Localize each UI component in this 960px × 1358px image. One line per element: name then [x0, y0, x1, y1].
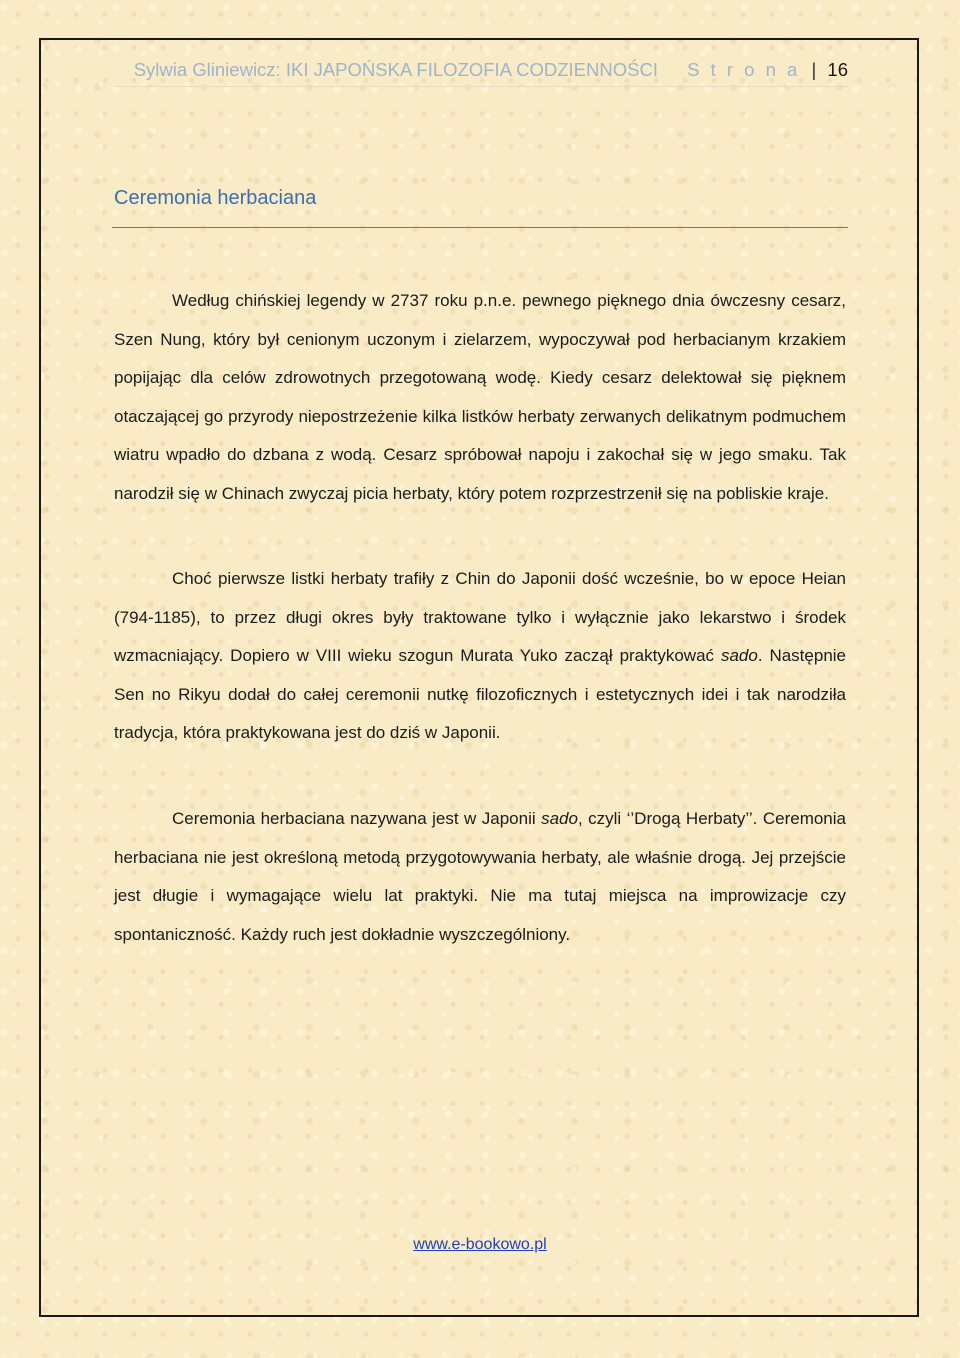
- section-heading: Ceremonia herbaciana: [114, 187, 317, 209]
- paragraph-history-text-1: Choć pierwsze listki herbaty trafiły z Chin do Japonii dość wcześnie, bo w epoce Heian (794-1185), to przez długi okres były traktowane tylko i wyłącznie jako lekarstwo i środek wzmacniający. Dopiero w VIII wieku szogun Murata Yuko zaczął praktykować: [114, 569, 846, 665]
- header-text: [134, 58, 848, 82]
- heading-underline: [112, 227, 848, 228]
- footer: [0, 1234, 960, 1256]
- paragraph-history-italic: sado: [720, 646, 758, 665]
- paragraph-sado-text-1: Ceremonia herbaciana nazywana jest w Japonii: [172, 809, 542, 828]
- running-header: [114, 56, 848, 87]
- paragraph-legend: Według chińskiej legendy w 2737 roku p.n.e. pewnego pięknego dnia ówczesny cesarz, Szen Nung, który był cenionym uczonym i zielarzem, wypoczywał pod herbacianym krzakiem popijając dla celów zdrowotnych przegotowaną wodę. Kiedy cesarz delektował się pięknem otaczającej go przyrody niepostrzeżenie kilka listków herbaty zerwanych delikatnym podmuchem wiatru wpadło do dzbana z wodą. Cesarz spróbował napoju i zakochał się w jego smaku. Tak narodził się w Chinach zwyczaj picia herbaty, który potem rozprzestrzenił się na pobliskie kraje.: [114, 291, 846, 503]
- footer-website-link[interactable]: www.e-bookowo.pl: [413, 1236, 547, 1253]
- header-separator: |: [811, 59, 817, 80]
- header-page-number: 16: [827, 59, 848, 80]
- paragraph-history-text-2: . Następnie Sen no Rikyu dodał do całej ceremonii nutkę filozoficznych i estetycznych idei i tak narodziła tradycja, która praktykowana jest do dziś w Japonii.: [114, 646, 847, 742]
- paragraph-sado-italic: sado: [541, 809, 578, 828]
- paragraph-history: [114, 560, 846, 753]
- paragraph-sado: [114, 800, 846, 954]
- header-title: Sylwia Gliniewicz: IKI JAPOŃSKA FILOZOFIA CODZIENNOŚCI: [133, 59, 658, 80]
- header-page-label: S t r o n a: [687, 59, 801, 80]
- paragraph-sado-text-2: , czyli ‘’Drogą Herbaty’’. Ceremonia herbaciana nie jest określoną metodą przygotowywania herbaty, ale właśnie drogą. Jej przejście jest długie i wymagające wielu lat praktyki. Nie ma tutaj miejsca na improwizacje czy spontaniczność. Każdy ruch jest dokładnie wyszczególniony.: [114, 809, 846, 944]
